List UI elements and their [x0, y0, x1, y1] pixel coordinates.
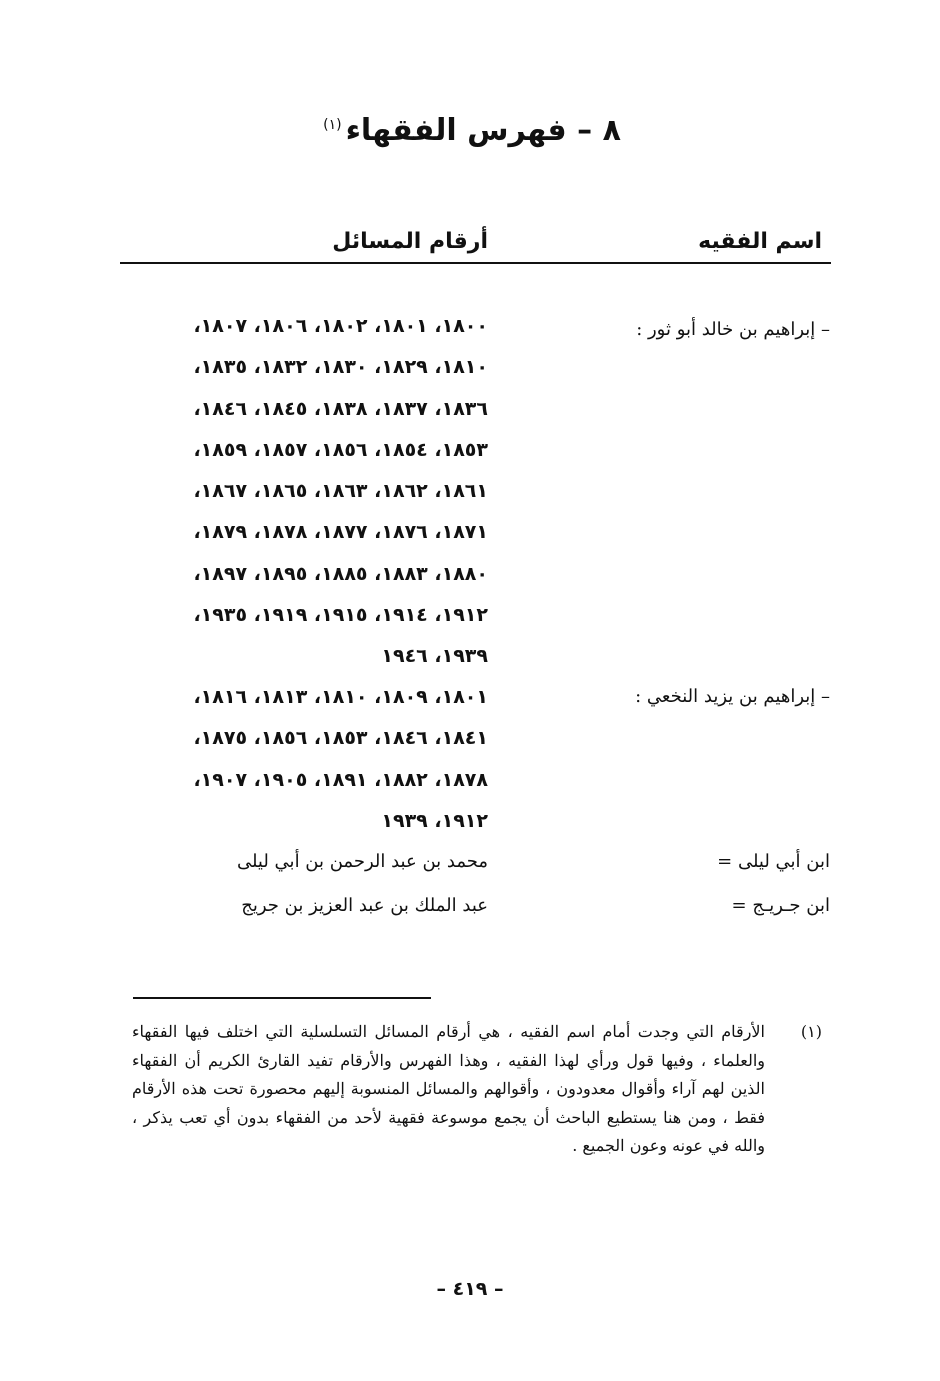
number-line: ١٨٦١، ١٨٦٢، ١٨٦٣، ١٨٦٥، ١٨٦٧،: [193, 480, 488, 503]
entry-numbers: [128, 677, 488, 842]
footnote-divider: [133, 997, 431, 999]
number-line: ١٨٥٣، ١٨٥٤، ١٨٥٦، ١٨٥٧، ١٨٥٩،: [193, 438, 488, 461]
column-header-numbers: أرقام المسائل: [332, 229, 488, 254]
title-text: ٨ – فهرس الفقهاء: [345, 113, 621, 148]
reference-name: ابن جـريـج =: [731, 895, 830, 916]
number-line: ١٨٣٦، ١٨٣٧، ١٨٣٨، ١٨٤٥، ١٨٤٦،: [193, 397, 488, 420]
reference-target: عبد الملك بن عبد العزيز بن جريج: [241, 895, 488, 916]
entry-numbers: [128, 306, 488, 678]
column-header-name: اسم الفقيه: [698, 229, 822, 254]
number-line: ١٨٠٠، ١٨٠١، ١٨٠٢، ١٨٠٦، ١٨٠٧،: [193, 315, 488, 337]
title-footnote-marker: (١): [323, 117, 342, 133]
reference-target: محمد بن عبد الرحمن بن أبي ليلى: [236, 851, 488, 872]
page-title: [0, 100, 940, 156]
reference-name: ابن أبي ليلى =: [717, 851, 830, 872]
page-number: – ٤١٩ –: [436, 1278, 504, 1300]
number-line: ١٨٧٨، ١٨٨٢، ١٨٩١، ١٩٠٥، ١٩٠٧،: [193, 768, 488, 791]
header-divider: [120, 262, 831, 264]
entry-name: – إبراهيم بن خالد أبو ثور :: [636, 319, 830, 340]
footnote-text: الأرقام التي وجدت أمام اسم الفقيه ، هي أرقام المسائل التسلسلية التي اختلف فيها الفقهاء والعلماء ، وفيها قول ورأي لهذا الفقيه ، وهذا الفهرس والأرقام تفيد القارئ الكريم أن الفقهاء الذين لهم آراء وأقوال معدودون ، وأقوالهم والمسائل المنسوبة إليهم محصورة تحت هذه الأرقام فقط ، ومن هنا يستطيع الباحث أن يجمع موسوعة فقهية لأحد من الفقهاء بدون أي تعب يذكر ، والله في عونه وعون الجميع .: [132, 1022, 766, 1155]
number-line: ١٩١٢، ١٩٣٩: [381, 809, 488, 832]
number-line: ١٩١٢، ١٩١٤، ١٩١٥، ١٩١٩، ١٩٣٥،: [193, 604, 488, 627]
number-line: ١٨٧١، ١٨٧٦، ١٨٧٧، ١٨٧٨، ١٨٧٩،: [193, 521, 488, 544]
number-line: ١٨١٠، ١٨٢٩، ١٨٣٠، ١٨٣٢، ١٨٣٥،: [193, 356, 488, 379]
number-line: ١٨٤١، ١٨٤٦، ١٨٥٣، ١٨٥٦، ١٨٧٥،: [193, 727, 488, 750]
footnote-marker: (١): [800, 1022, 822, 1041]
entry-name: – إبراهيم بن يزيد النخعي :: [635, 686, 830, 707]
number-line: ١٨٨٠، ١٨٨٣، ١٨٨٥، ١٨٩٥، ١٨٩٧،: [193, 562, 488, 585]
number-line: ١٨٠١، ١٨٠٩، ١٨١٠، ١٨١٣، ١٨١٦،: [193, 686, 488, 708]
number-line: ١٩٣٩، ١٩٤٦: [381, 645, 488, 668]
